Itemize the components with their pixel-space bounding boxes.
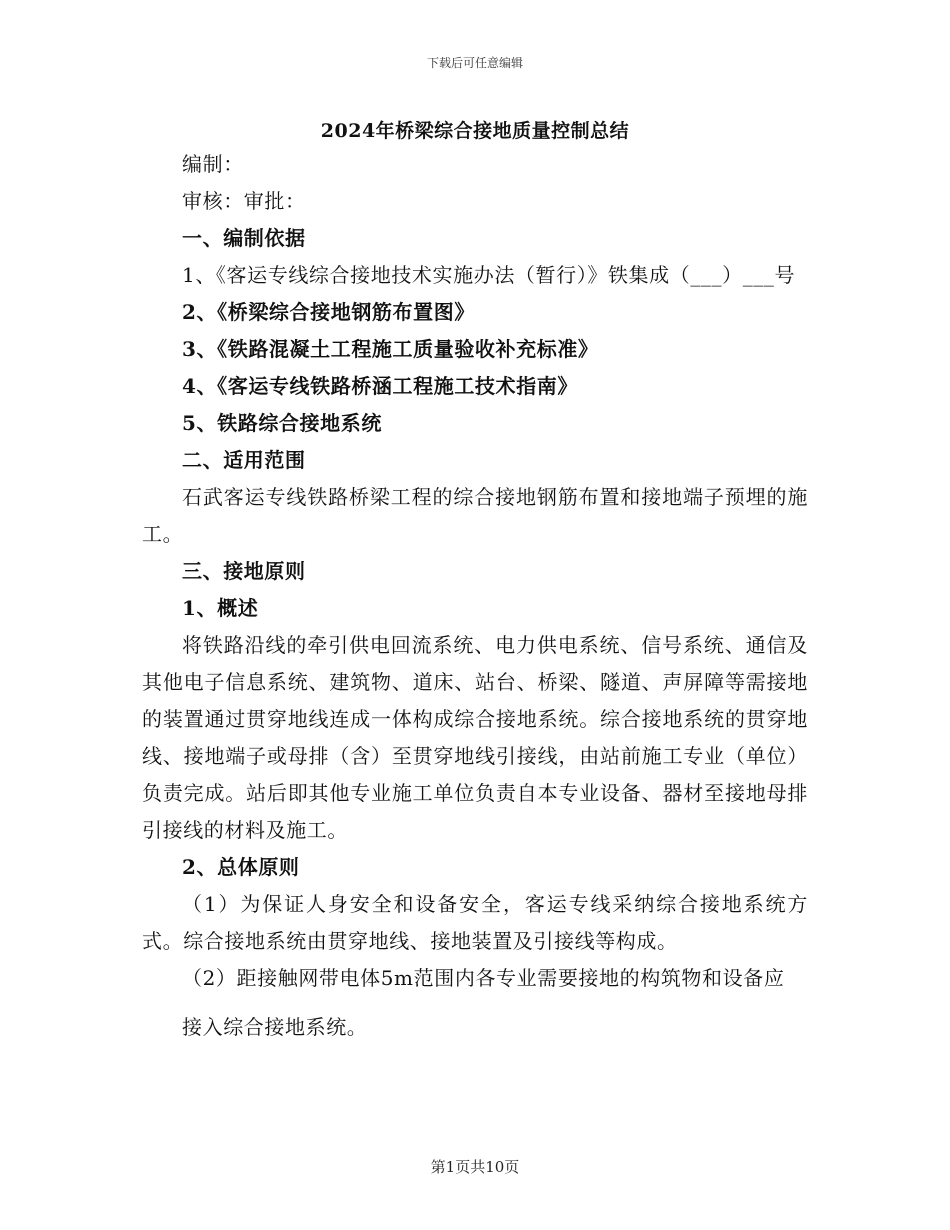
overview-paragraph: 将铁路沿线的牵引供电回流系统、电力供电系统、信号系统、通信及其他电子信息系统、建筑物、道床、站台、桥梁、隧道、声屏障等需接地的装置通过贯穿地线连成一体构成综合接地系统。综合接地系统的贯穿地线、接地端子或母排（含）至贯穿地线引接线，由站前施工专业（单位）负责完成。站后即其他专业施工单位负责自本专业设备、器材至接地母排引接线的材料及施工。 [142,633,808,842]
page-header: 下载后可任意编辑 [426,56,523,70]
section-heading-principles: 三、接地原则 [182,559,306,583]
reference-item-2: 2、《桥梁综合接地钢筋布置图》 [182,300,475,324]
reference-item-4: 4、《客运专线铁路桥涵工程施工技术指南》 [182,374,578,398]
section-heading-scope: 二、适用范围 [182,448,306,472]
principle-2-continuation: 接入综合接地系统。 [182,1015,368,1039]
document-body [142,146,808,1046]
reference-item-5: 5、铁路综合接地系统 [182,411,382,435]
page-footer: 第1页共10页 [430,1158,520,1176]
section-heading-basis: 一、编制依据 [182,226,306,250]
principle-2-paragraph: （2）距接触网带电体5m范围内各专业需要接地的构筑物和设备应 [182,966,785,990]
compile-line: 编制： [182,152,244,176]
subheading-overview: 1、概述 [182,596,259,620]
document-title: 2024年桥梁综合接地质量控制总结 [320,120,630,142]
reference-item-1: 1、《客运专线综合接地技术实施办法（暂行）》铁集成（___）___号 [182,263,796,287]
scope-paragraph: 石武客运专线铁路桥梁工程的综合接地钢筋布置和接地端子预埋的施工。 [142,485,808,546]
review-approve-line: 审核：审批： [182,189,306,213]
subheading-general-principles: 2、总体原则 [182,855,300,879]
reference-item-3: 3、《铁路混凝土工程施工质量验收补充标准》 [182,337,599,361]
principle-1-paragraph: （1）为保证人身安全和设备安全，客运专线采纳综合接地系统方式。综合接地系统由贯穿地线、接地装置及引接线等构成。 [142,892,808,953]
